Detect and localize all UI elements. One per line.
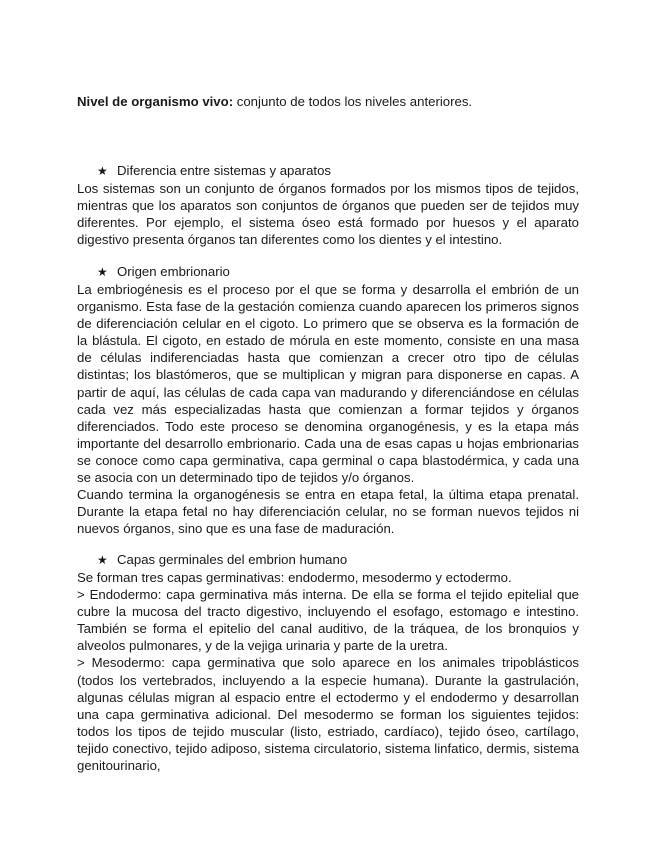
paragraph: Los sistemas son un conjunto de órganos formados por los mismos tipos de tejidos, mientras que los aparatos son conjuntos de órganos que pueden ser de tejidos muy diferentes. Por ejemplo, el sistema óseo está formado por huesos y el aparato digestivo presenta órganos tan diferentes como los dientes y el intestino.	[77, 181, 579, 248]
section-heading	[77, 263, 579, 281]
section-origen-embrionario	[77, 263, 579, 537]
intro-line	[77, 92, 579, 111]
intro-text: conjunto de todos los niveles anteriores.	[233, 94, 473, 109]
paragraph: Se forman tres capas germinativas: endodermo, mesodermo y ectodermo.	[77, 570, 512, 585]
star-bullet-icon: ★	[97, 164, 108, 178]
paragraph: La embriogénesis es el proceso por el que se forma y desarrolla el embrión de un organismo. Esta fase de la gestación comienza cuando aparecen los primeros signos de diferenciación celular en el cigoto. Lo primero que se observa es la formación de la blástula. El cigoto, en estado de mórula en este momento, consiste en una masa de células indiferenciadas hasta que comienzan a crecer otro tipo de células distintas; los blastómeros, que se multiplican y migran para disponerse en capas. A partir de aquí, las células de cada capa van madurando y diferenciándose en células cada vez más especializadas hasta que comienzan a formar tejidos y órganos diferenciados. Todo este proceso se denomina organogénesis, y es la etapa más importante del desarrollo embrionario. Cada una de esas capas u hojas embrionarias se conoce como capa germinativa, capa germinal o capa blastodérmica, y cada una se asocia con un determinado tipo de tejidos y/o órganos.	[77, 282, 579, 486]
paragraph-mesodermo: > Mesodermo: capa germinativa que solo aparece en los animales tripoblásticos (todos los vertebrados, incluyendo a la especie humana). Durante la gastrulación, algunas células migran al espacio entre el ectodermo y el endodermo y desarrollan una capa germinativa adicional. Del mesodermo se forman los siguientes tejidos: todos los tipos de tejido muscular (listo, estriado, cardíaco), tejido óseo, cartílago, tejido conectivo, tejido adiposo, sistema circulatorio, sistema linfatico, dermis, sistema genitourinario,	[77, 655, 579, 774]
star-bullet-icon: ★	[97, 553, 108, 567]
section-heading-text: Diferencia entre sistemas y aparatos	[117, 163, 332, 178]
section-heading-text: Capas germinales del embrion humano	[117, 552, 348, 567]
paragraph-endodermo: > Endodermo: capa germinativa más interna. De ella se forma el tejido epitelial que cubre la mucosa del tracto digestivo, incluyendo el esofago, estomago e intestino. También se forma el epitelio del canal auditivo, de la tráquea, de los bronquios y alveolos pulmonares, y de la vejiga urinaria y parte de la uretra.	[77, 587, 579, 654]
section-heading-text: Origen embrionario	[117, 264, 230, 279]
section-heading	[77, 551, 579, 569]
star-bullet-icon: ★	[97, 265, 108, 279]
paragraph: Cuando termina la organogénesis se entra en etapa fetal, la última etapa prenatal. Durante la etapa fetal no hay diferenciación celular, no se forman nuevos tejidos ni nuevos órganos, sino que es una fase de maduración.	[77, 487, 579, 537]
section-sistemas-aparatos	[77, 162, 579, 248]
intro-label: Nivel de organismo vivo:	[77, 94, 234, 109]
section-capas-germinales	[77, 551, 579, 774]
section-heading	[77, 162, 579, 180]
